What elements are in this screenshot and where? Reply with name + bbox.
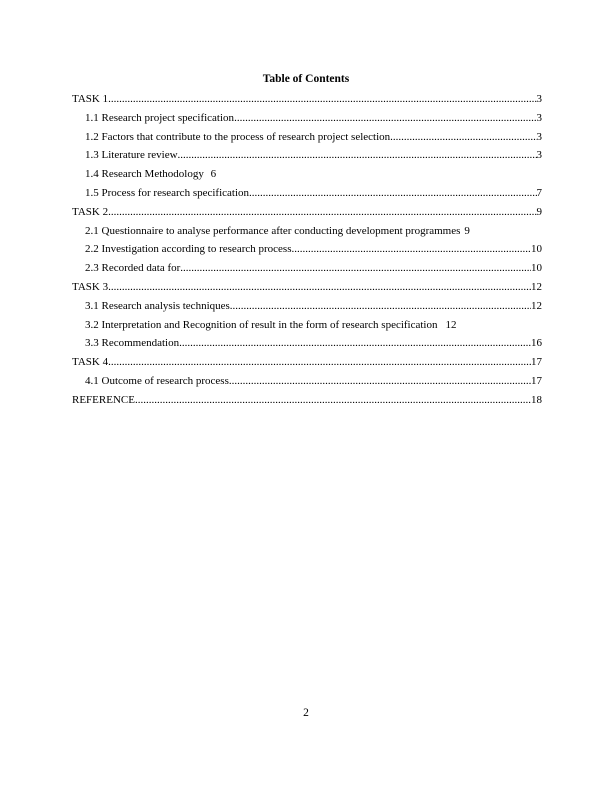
toc-entry-1-4[interactable] — [72, 167, 542, 186]
toc-leader-dots — [108, 205, 536, 219]
toc-leader-dots — [180, 261, 531, 275]
toc-entry-1-1[interactable] — [72, 111, 542, 130]
toc-entry-page: 3 — [536, 111, 542, 124]
toc-entry-page: 18 — [531, 393, 542, 406]
toc-entry-label: 1.5 Process for research specification — [85, 186, 250, 199]
toc-entry-task-3[interactable] — [72, 280, 542, 299]
toc-entry-page: 17 — [531, 356, 542, 369]
toc-entry-2-3[interactable] — [72, 261, 542, 280]
toc-entry-page: 12 — [531, 299, 542, 312]
toc-entry-page: 3 — [536, 93, 542, 105]
toc-entry-page: 10 — [531, 243, 542, 256]
toc-entry-page: 12 — [445, 318, 457, 331]
toc-entry-task-1[interactable] — [72, 92, 542, 111]
toc-entry-page: 3 — [536, 130, 542, 143]
toc-leader-dots — [390, 130, 536, 144]
toc-entry-page: 6 — [210, 168, 217, 181]
page-number: 2 — [303, 707, 309, 719]
toc-leader-dots — [135, 393, 531, 407]
toc-entry-label: 3.3 Recommendation — [85, 337, 180, 350]
toc-leader-dots — [229, 374, 531, 388]
toc-entry-label: 1.2 Factors that contribute to the process of research project selection — [85, 130, 391, 143]
toc-entry-3-1[interactable] — [72, 299, 542, 318]
toc-entry-2-1[interactable] — [72, 224, 542, 243]
toc-entry-3-2[interactable] — [72, 318, 542, 337]
toc-entry-1-3[interactable] — [72, 148, 542, 167]
toc-entry-page: 7 — [536, 186, 542, 199]
toc-entry-page: 10 — [531, 262, 542, 275]
toc-entry-2-2[interactable] — [72, 242, 542, 261]
toc-entry-label: 1.3 Literature review — [85, 149, 178, 162]
toc-entry-page: 17 — [531, 374, 542, 387]
toc-entry-1-2[interactable] — [72, 130, 542, 149]
toc-entry-label: 4.1 Outcome of research process — [85, 374, 229, 387]
toc-entry-4-1[interactable] — [72, 374, 542, 393]
toc-entry-label: 1.4 Research Methodology — [85, 168, 207, 181]
toc-leader-dots — [178, 148, 537, 162]
toc-leader-dots — [108, 92, 536, 106]
toc-entry-label: 1.1 Research project specification — [85, 111, 235, 124]
toc-entry-label: TASK 3 — [72, 280, 109, 293]
toc-leader-dots — [108, 280, 531, 294]
toc-entry-task-2[interactable] — [72, 205, 542, 224]
toc-leader-dots — [234, 111, 536, 125]
toc-leader-dots — [108, 355, 531, 369]
toc-entry-1-5[interactable] — [72, 186, 542, 205]
toc-leader-dots — [179, 336, 531, 350]
toc-entry-label: TASK 4 — [72, 356, 109, 369]
toc-entry-label: 2.1 Questionnaire to analyse performance after conducting development programmes — [85, 224, 461, 237]
toc-leader-dots — [291, 242, 531, 256]
toc-entry-page: 9 — [536, 205, 542, 218]
toc-leader-dots — [249, 186, 536, 200]
toc-entry-page: 9 — [464, 224, 470, 237]
toc-leader-dots — [230, 299, 531, 313]
toc-entry-label: 3.2 Interpretation and Recognition of result in the form of research specification — [85, 318, 438, 331]
table-of-contents — [72, 92, 542, 412]
toc-entry-page: 12 — [531, 280, 542, 293]
toc-entry-page: 3 — [536, 149, 542, 162]
toc-entry-task-4[interactable] — [72, 355, 542, 374]
toc-entry-label: 3.1 Research analysis techniques — [85, 299, 230, 312]
toc-entry-label: TASK 1 — [72, 93, 109, 105]
toc-entry-page: 16 — [531, 337, 542, 350]
toc-entry-reference[interactable] — [72, 393, 542, 412]
toc-entry-label: 2.3 Recorded data for — [85, 262, 181, 275]
toc-title: Table of Contents — [262, 73, 350, 85]
toc-entry-label: REFERENCE — [72, 393, 135, 406]
toc-entry-label: 2.2 Investigation according to research process — [85, 243, 292, 256]
toc-entry-label: TASK 2 — [72, 205, 109, 218]
toc-entry-3-3[interactable] — [72, 336, 542, 355]
